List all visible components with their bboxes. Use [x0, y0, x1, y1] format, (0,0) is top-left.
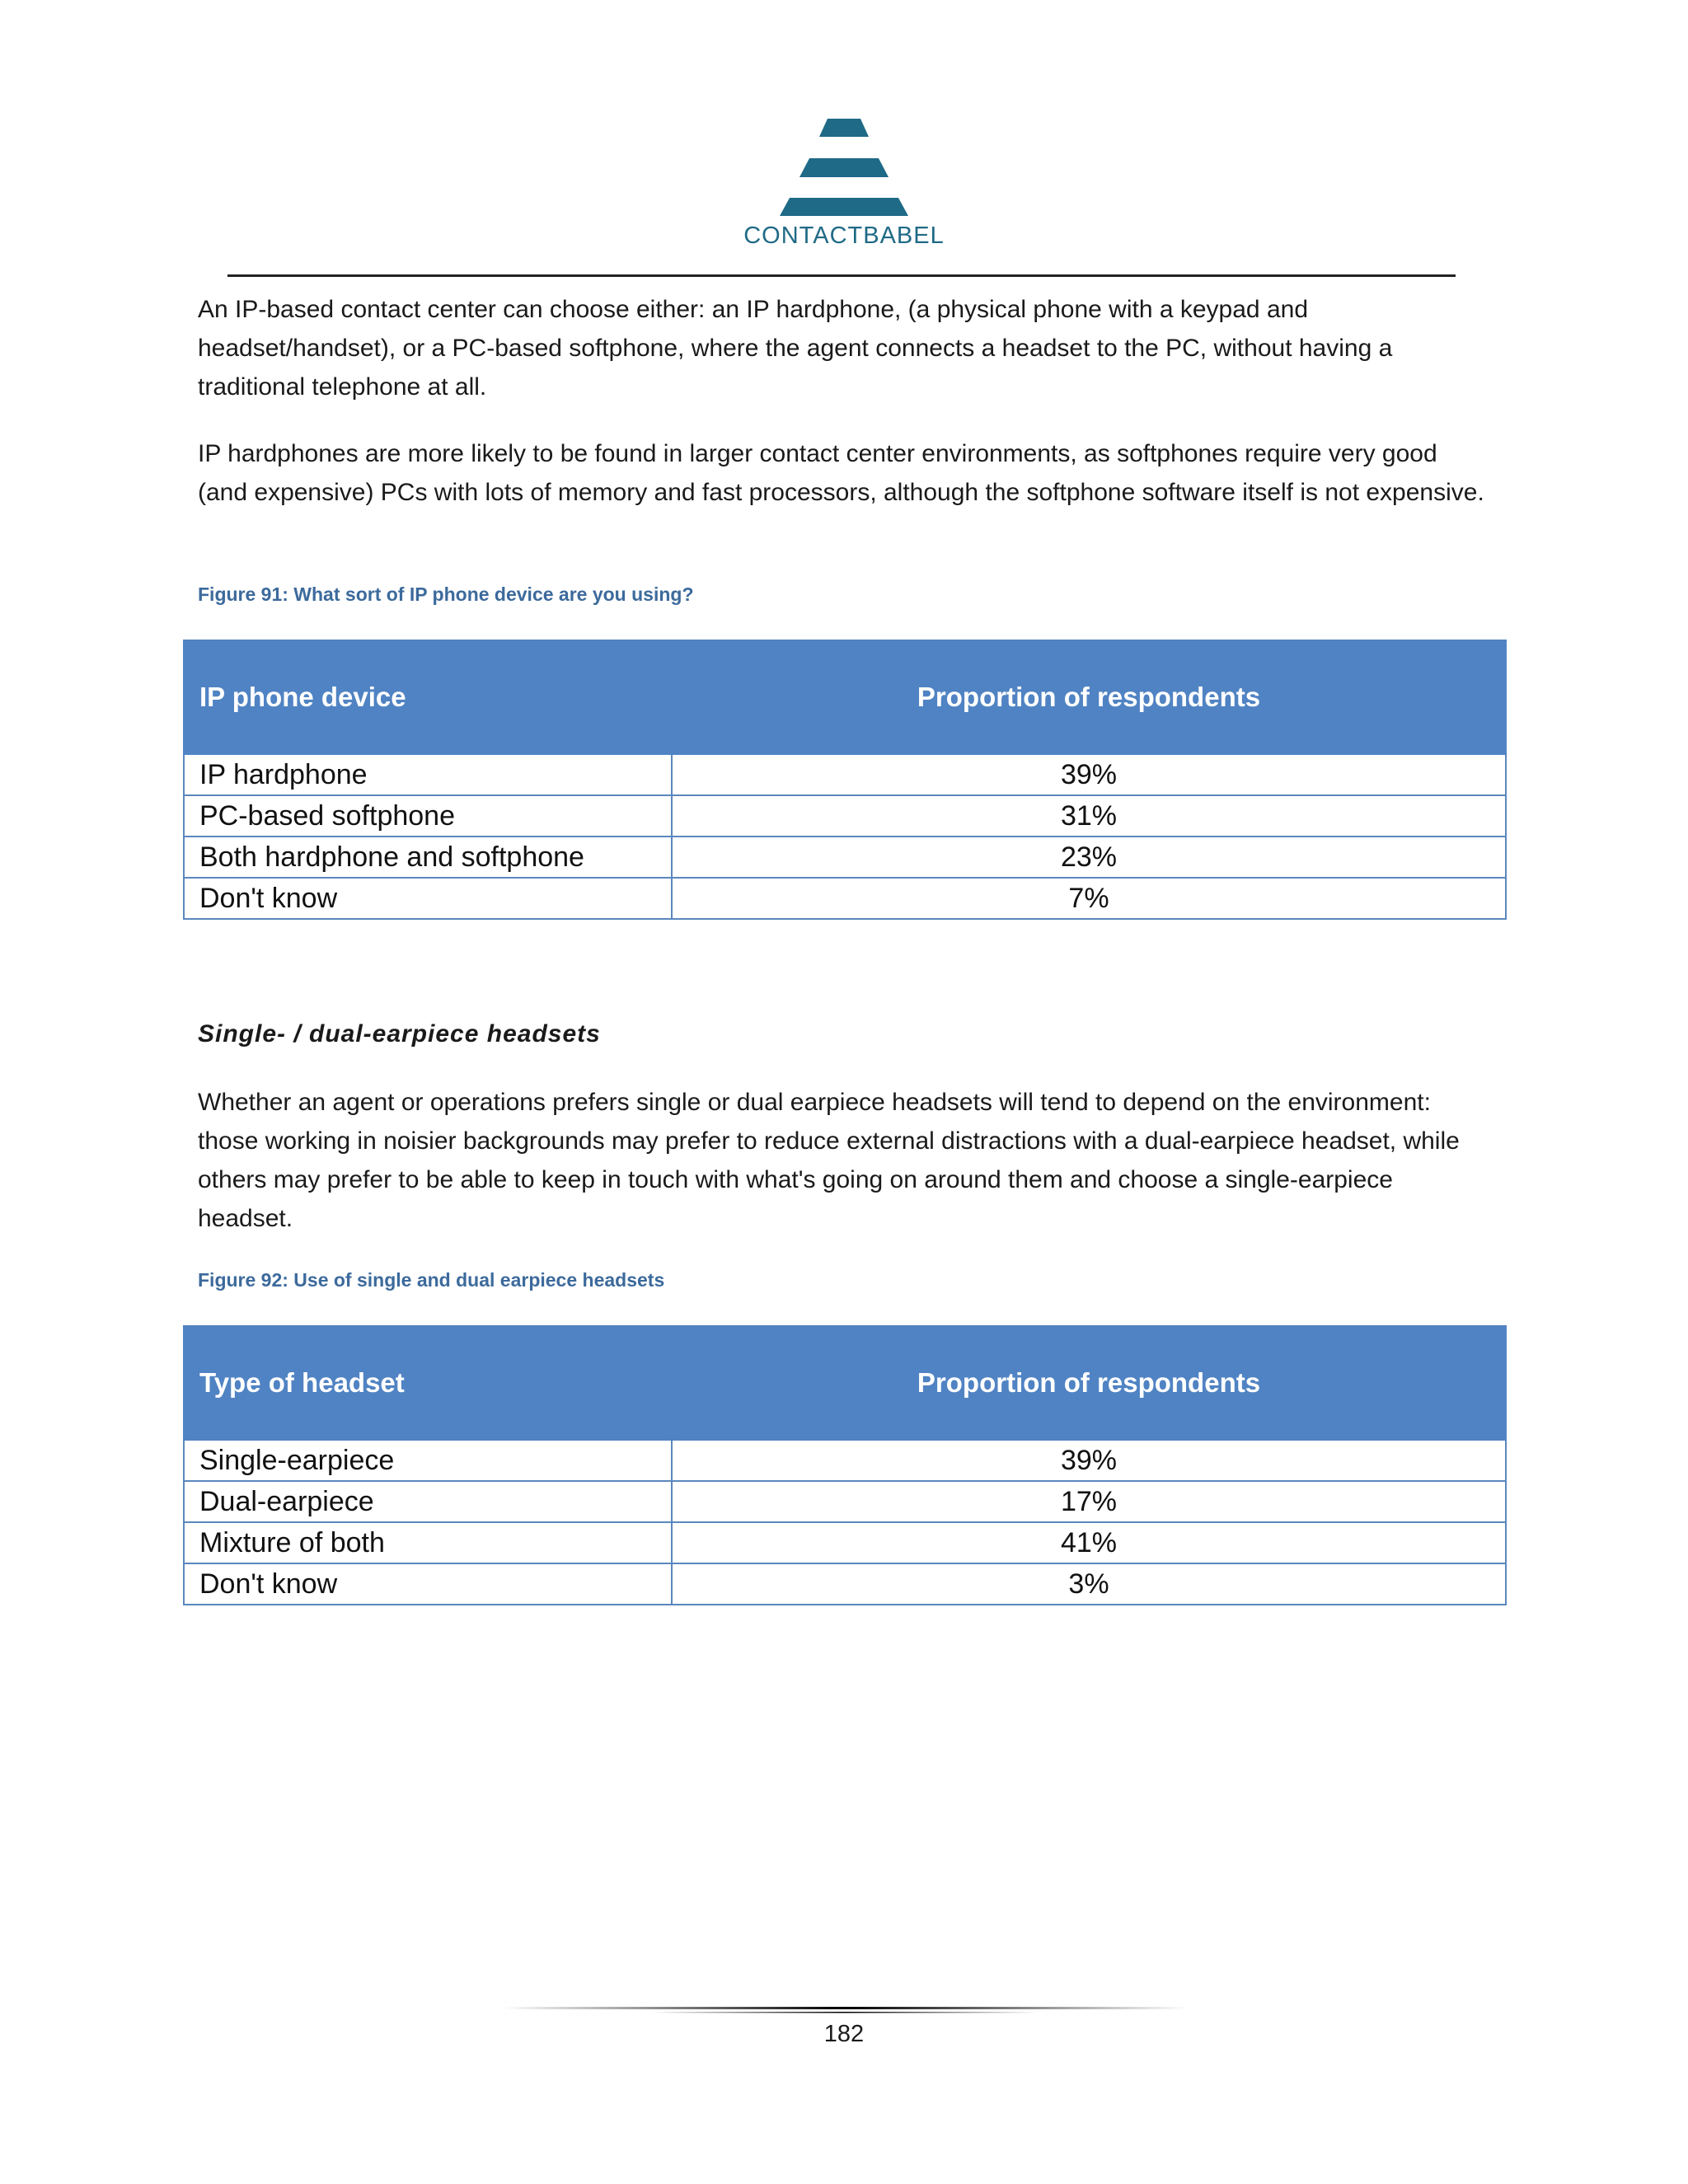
row-label: Single-earpiece [184, 1440, 672, 1481]
figure-92-table [183, 1325, 1507, 1605]
figure-91-caption: Figure 91: What sort of IP phone device are you using? [198, 583, 694, 605]
header-divider [227, 274, 1456, 277]
row-value: 3% [672, 1563, 1506, 1605]
table-row [184, 1522, 1506, 1563]
row-label: Both hardphone and softphone [184, 837, 672, 878]
row-value: 39% [672, 1440, 1506, 1481]
table-row [184, 1563, 1506, 1605]
column-header-device: IP phone device [184, 640, 672, 754]
section-paragraph-1: Whether an agent or operations prefers single or dual earpiece headsets will tend to depend on the environment: those working in noisier backgrounds may prefer to reduce external distractions with a dual-earpiece headset, while others may prefer to be able to keep in touch with what's going on around them and choose a single-earpiece headset. [198, 1089, 1460, 1232]
row-label: IP hardphone [184, 754, 672, 795]
figure-92-caption: Figure 92: Use of single and dual earpiece headsets [198, 1269, 665, 1291]
row-label: Dual-earpiece [184, 1481, 672, 1522]
column-header-type: Type of headset [184, 1326, 672, 1440]
column-header-proportion: Proportion of respondents [672, 640, 1506, 754]
brand-second: BABEL [863, 223, 945, 249]
page-number: 182 [823, 2021, 865, 2047]
table-header-row [184, 1326, 1506, 1440]
row-label: Don't know [184, 878, 672, 919]
intro-paragraph-1: An IP-based contact center can choose either: an IP hardphone, (a physical phone with a keypad and headset/handset), or a PC-based softphone, where the agent connects a headset to the PC, without having a traditional telephone at all. [198, 296, 1393, 401]
table-row [184, 1481, 1506, 1522]
row-value: 7% [672, 878, 1506, 919]
brand-wordmark [0, 223, 1688, 250]
figure-91-table [183, 640, 1507, 920]
footer-divider [503, 2004, 1187, 2016]
brand-first: CONTACT [743, 223, 864, 249]
row-value: 17% [672, 1481, 1506, 1522]
row-value: 39% [672, 754, 1506, 795]
table-row [184, 795, 1506, 837]
pyramid-logo-icon [745, 115, 943, 218]
row-value: 31% [672, 795, 1506, 837]
row-label: Mixture of both [184, 1522, 672, 1563]
table-header-row [184, 640, 1506, 754]
table-row [184, 1440, 1506, 1481]
row-label: PC-based softphone [184, 795, 672, 837]
table-row [184, 878, 1506, 919]
table-row [184, 754, 1506, 795]
contactbabel-logo [0, 115, 1688, 255]
row-value: 23% [672, 837, 1506, 878]
table-row [184, 837, 1506, 878]
intro-paragraph-2: IP hardphones are more likely to be found in larger contact center environments, as softphones require very good (and expensive) PCs with lots of memory and fast processors, although the softphone software itself is not expensive. [198, 440, 1484, 506]
column-header-proportion: Proportion of respondents [672, 1326, 1506, 1440]
section-heading: Single- / dual-earpiece headsets [198, 1020, 601, 1047]
row-label: Don't know [184, 1563, 672, 1605]
row-value: 41% [672, 1522, 1506, 1563]
